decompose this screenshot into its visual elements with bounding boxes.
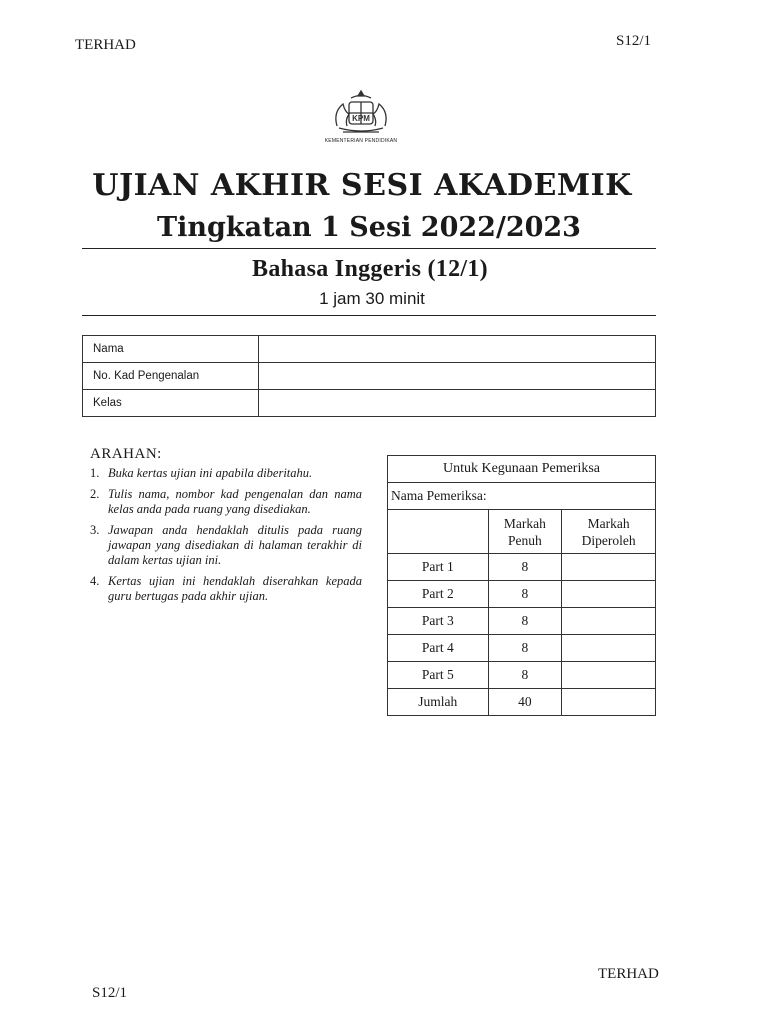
obtained-marks-field[interactable]	[562, 635, 656, 662]
obtained-marks-header	[562, 510, 656, 554]
divider-bottom	[82, 315, 656, 316]
obtained-marks-header-line1: Markah	[587, 515, 630, 531]
table-row	[388, 581, 656, 608]
full-marks-value: 8	[488, 635, 562, 662]
instruction-text: Kertas ujian ini hendaklah diserahkan kepada guru bertugas pada akhir ujian.	[108, 574, 362, 603]
svg-text:KPM: KPM	[352, 114, 370, 123]
total-label: Jumlah	[388, 689, 489, 716]
examiner-marks-table	[387, 455, 656, 716]
footer-classification: TERHAD	[598, 966, 659, 982]
ministry-name: KEMENTERIAN PENDIDIKAN	[324, 138, 398, 144]
part-label: Part 1	[388, 554, 489, 581]
instruction-text: Tulis nama, nombor kad pengenalan dan nama kelas anda pada ruang yang disediakan.	[108, 487, 362, 516]
full-marks-value: 8	[488, 581, 562, 608]
instruction-number: 3.	[90, 523, 100, 537]
student-info-table	[82, 335, 656, 417]
table-row	[388, 635, 656, 662]
info-label: No. Kad Pengenalan	[83, 363, 259, 390]
full-marks-value: 8	[488, 608, 562, 635]
obtained-marks-field[interactable]	[562, 608, 656, 635]
part-label: Part 2	[388, 581, 489, 608]
obtained-marks-field[interactable]	[562, 581, 656, 608]
instruction-item	[90, 523, 362, 568]
instruction-text: Buka kertas ujian ini apabila diberitahu.	[108, 466, 313, 480]
info-label: Kelas	[83, 390, 259, 417]
divider-top	[82, 248, 656, 249]
part-label: Part 4	[388, 635, 489, 662]
table-row	[388, 662, 656, 689]
info-label: Nama	[83, 336, 259, 363]
exam-session: Tingkatan 1 Sesi 2022/2023	[157, 212, 581, 243]
ic-number-field[interactable]	[259, 363, 656, 390]
obtained-marks-field[interactable]	[562, 554, 656, 581]
total-full-value: 40	[488, 689, 562, 716]
exam-duration: 1 jam 30 minit	[319, 289, 425, 308]
full-marks-value: 8	[488, 554, 562, 581]
instruction-text: Jawapan anda hendaklah ditulis pada ruang jawapan yang disediakan di halaman terakhir di dalam kertas ujian ini.	[108, 523, 362, 567]
full-marks-header-line1: Markah	[503, 515, 546, 531]
total-row	[388, 689, 656, 716]
instruction-item	[90, 487, 362, 517]
instruction-item	[90, 574, 362, 604]
obtained-marks-header-line2: Diperoleh	[581, 532, 636, 548]
instruction-item	[90, 466, 362, 481]
table-row	[388, 554, 656, 581]
instruction-number: 1.	[90, 466, 100, 480]
instructions-list	[90, 466, 362, 610]
class-field[interactable]	[259, 390, 656, 417]
footer-paper-code: S12/1	[92, 985, 128, 1001]
header-paper-code: S12/1	[616, 33, 652, 49]
total-obtained-field[interactable]	[562, 689, 656, 716]
obtained-marks-field[interactable]	[562, 662, 656, 689]
part-label: Part 5	[388, 662, 489, 689]
instructions-title: ARAHAN:	[90, 446, 162, 462]
header-classification: TERHAD	[75, 37, 136, 53]
info-row-class	[83, 390, 656, 417]
part-label: Part 3	[388, 608, 489, 635]
exam-title: UJIAN AKHIR SESI AKADEMIK	[92, 168, 632, 203]
full-marks-value: 8	[488, 662, 562, 689]
table-row	[388, 608, 656, 635]
name-field[interactable]	[259, 336, 656, 363]
ministry-crest-icon	[329, 88, 393, 144]
instruction-number: 2.	[90, 487, 100, 501]
info-row-name	[83, 336, 656, 363]
examiner-name-field[interactable]: Nama Pemeriksa:	[388, 483, 656, 510]
examiner-table-title: Untuk Kegunaan Pemeriksa	[388, 456, 656, 483]
full-marks-header-line2: Penuh	[508, 532, 542, 548]
full-marks-header	[488, 510, 562, 554]
subject-title: Bahasa Inggeris (12/1)	[252, 256, 488, 282]
instruction-number: 4.	[90, 574, 100, 588]
part-column-header	[388, 510, 489, 554]
info-row-ic	[83, 363, 656, 390]
